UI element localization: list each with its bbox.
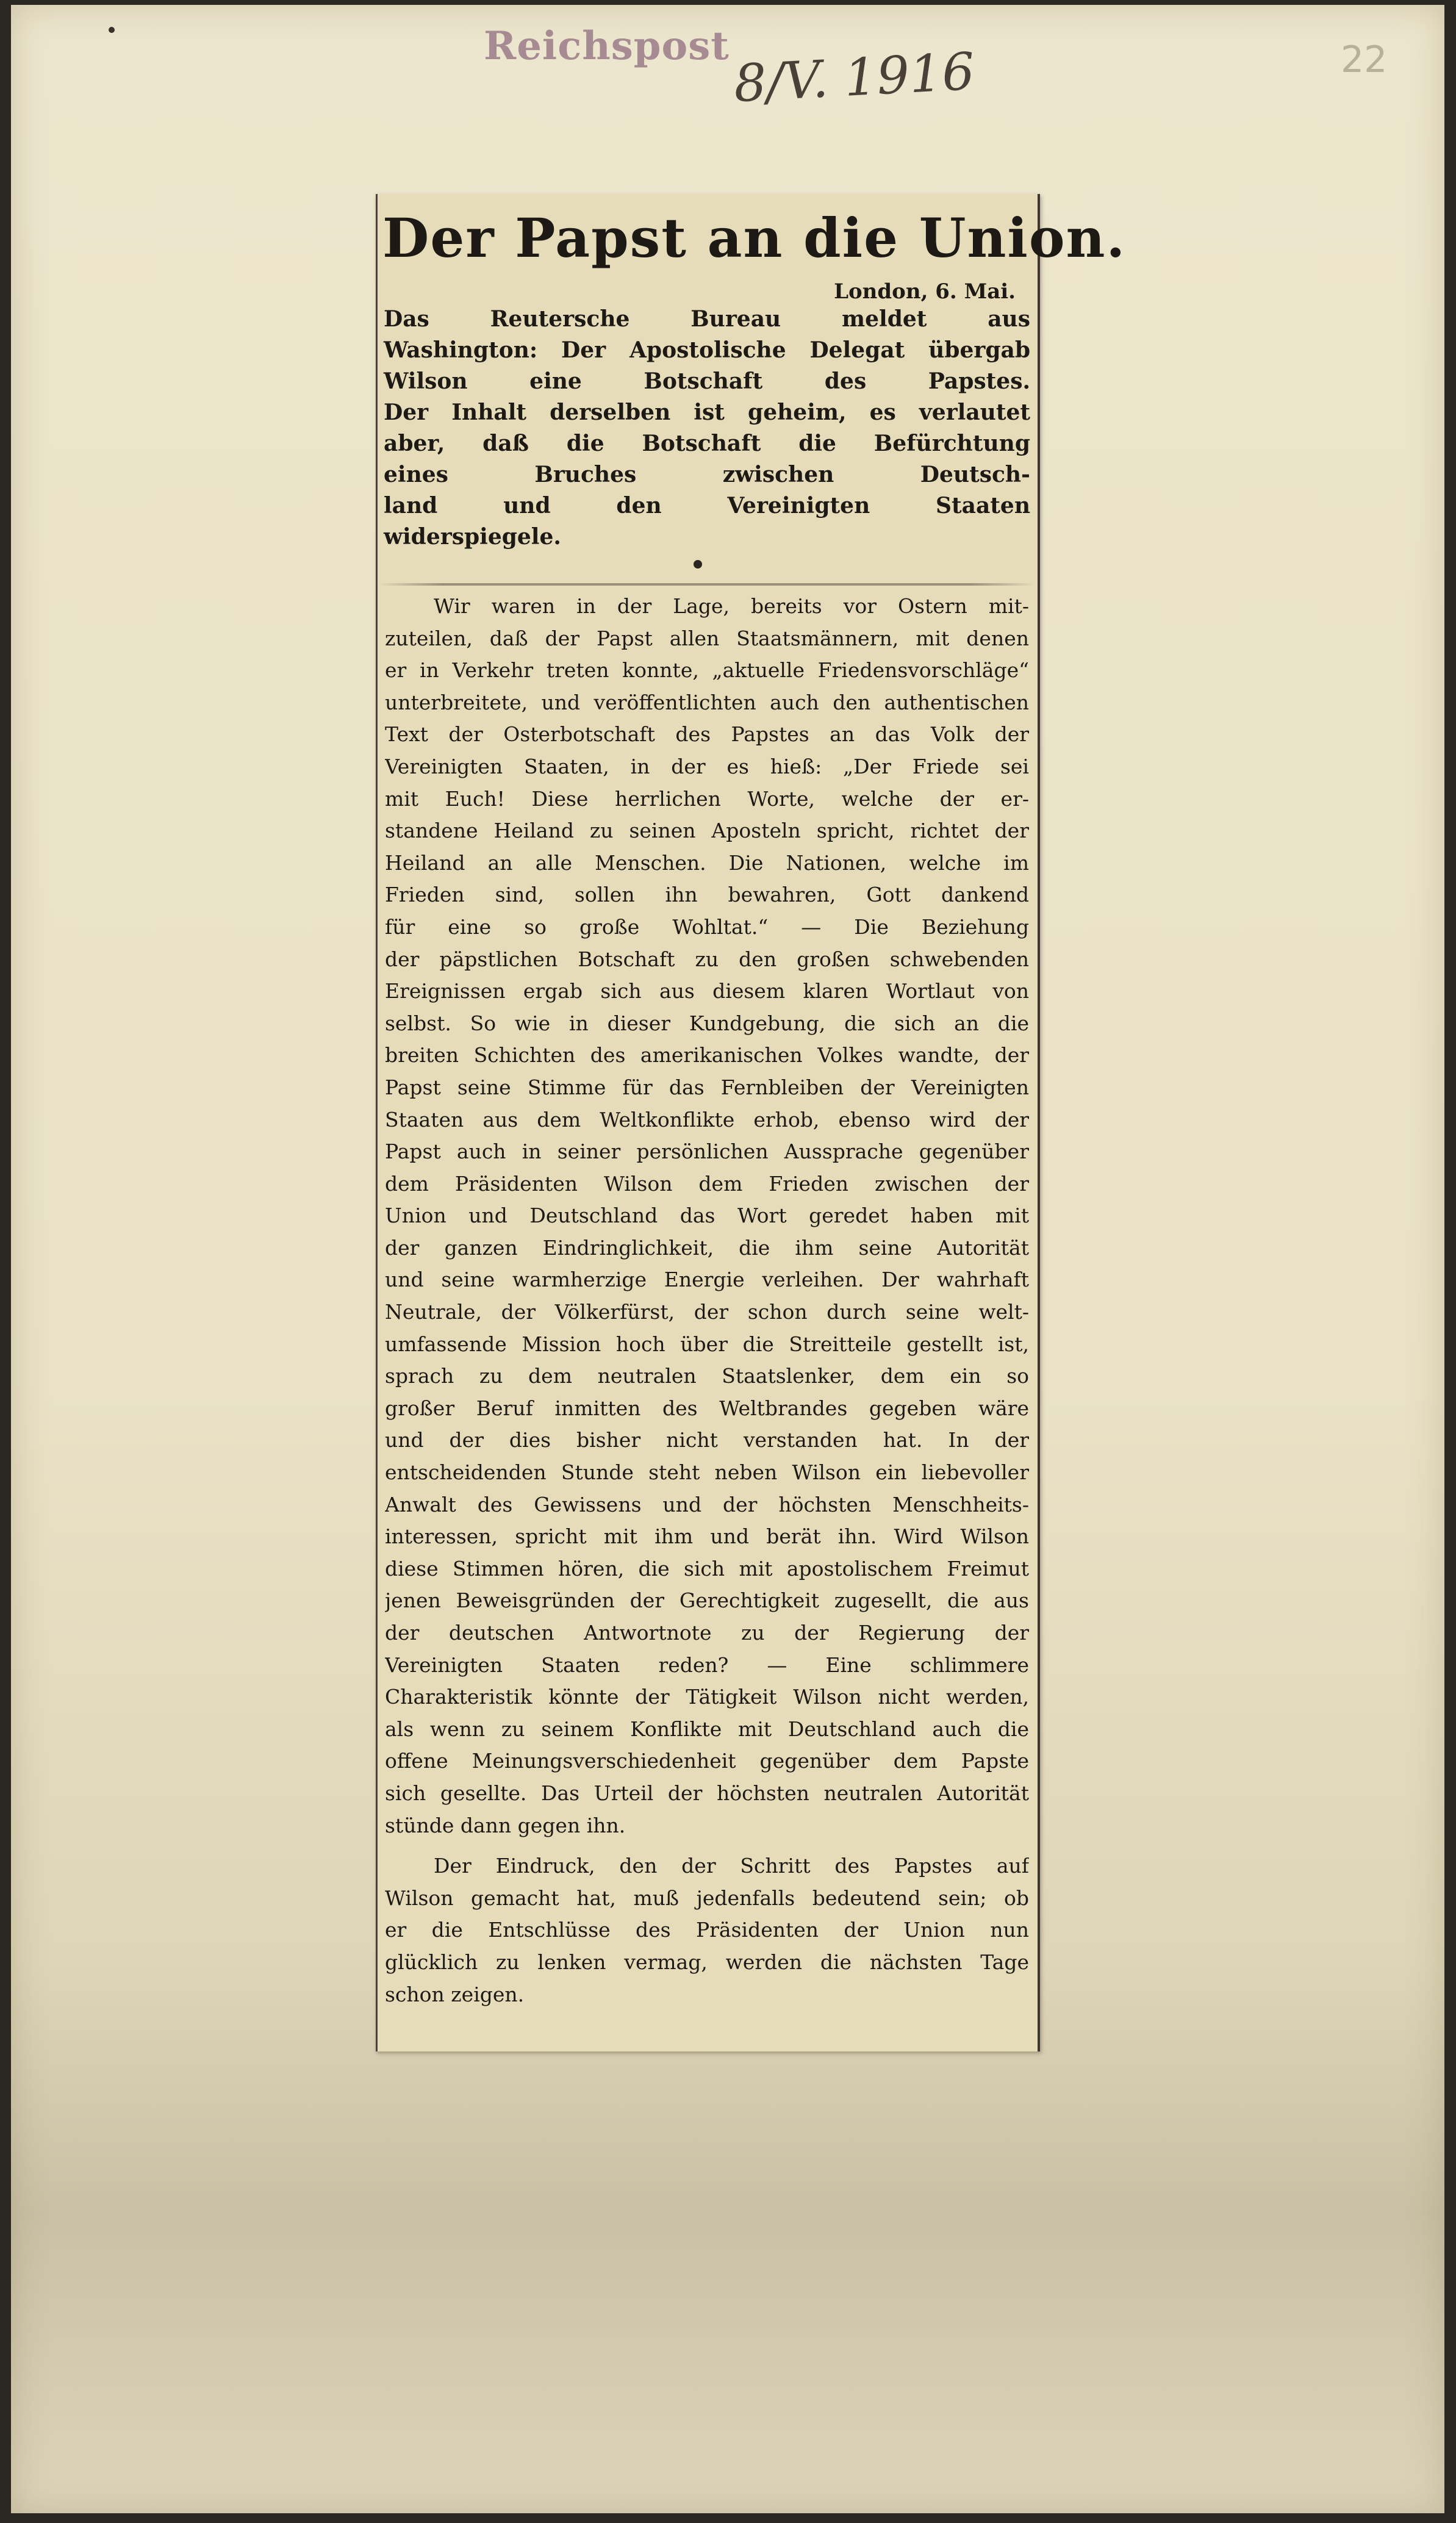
dateline: London, 6. Mai. [834,279,1016,304]
separator-bullet [694,560,702,569]
body-line: interessen, spricht mit ihm und berät ihn. Wird Wilson [385,1524,1029,1549]
lead-paragraph [384,304,1030,553]
body-line: der deutschen Antwortnote zu der Regierung der [385,1621,1029,1645]
body-line: dem Präsidenten Wilson dem Frieden zwischen der [385,1171,1029,1196]
body-line: sprach zu dem neutralen Staatslenker, dem ein so [385,1364,1029,1388]
body-line: Frieden sind, sollen ihn bewahren, Gott dankend [385,883,1029,907]
body-line: für eine so große Wohltat.“ — Die Beziehung [385,914,1029,939]
body-line: standene Heiland zu seinen Aposteln spricht, richtet der [385,819,1029,843]
body-line: umfassende Mission hoch über die Streitteile gestellt ist, [385,1332,1029,1356]
body-line: er in Verkehr treten konnte, „aktuelle Friedensvorschläge“ [385,658,1029,683]
body-line: jenen Beweisgründen der Gerechtigkeit zugesellt, die aus [385,1588,1029,1613]
body-line: selbst. So wie in dieser Kundgebung, die sich an die [385,1011,1029,1035]
body-line: Wilson gemacht hat, muß jedenfalls bedeutend sein; ob [385,1886,1029,1910]
body-line: und seine warmherzige Energie verleihen. Der wahrhaft [385,1268,1029,1292]
body-line: sich gesellte. Das Urteil der höchsten neutralen Autorität [385,1781,1029,1805]
body-line: Heiland an alle Menschen. Die Nationen, welche im [385,850,1029,875]
body-line: Vereinigten Staaten reden? — Eine schlimmere [385,1653,1029,1677]
body-line: diese Stimmen hören, die sich mit apostolischem Freimut [385,1556,1029,1581]
ink-dot [109,27,115,33]
body-line: mit Euch! Diese herrlichen Worte, welche der er- [385,786,1029,811]
body-line: Vereinigten Staaten, in der es hieß: „Der Friede sei [385,754,1029,778]
body-line: Union und Deutschland das Wort geredet haben mit [385,1204,1029,1228]
body-line: er die Entschlüsse des Präsidenten der Union nun [385,1918,1029,1942]
body-line: Charakteristik könnte der Tätigkeit Wilson nicht werden, [385,1685,1029,1709]
article-headline: Der Papst an die Union. [382,206,1127,270]
body-line: unterbreitete, und veröffentlichten auch den authentischen [385,690,1029,714]
body-line: stünde dann gegen ihn. [385,1813,626,1837]
lead-line: Der Inhalt derselben ist geheim, es verlautet [384,400,1030,425]
body-line: der ganzen Eindringlichkeit, die ihm seine Autorität [385,1235,1029,1260]
body-line: und der dies bisher nicht verstanden hat. In der [385,1428,1029,1452]
handwritten-date: 8/V. 1916 [732,41,977,114]
lead-line: widerspiegele. [384,524,561,550]
body-line: Der Eindruck, den der Schritt des Papstes auf [434,1854,1029,1878]
body-line: Papst auch in seiner persönlichen Aussprache gegenüber [385,1139,1029,1164]
lead-line: Das Reutersche Bureau meldet aus [384,306,1030,332]
body-line: Neutrale, der Völkerfürst, der schon durch seine welt- [385,1300,1029,1324]
lead-line: Washington: Der Apostolische Delegat übergab [384,337,1030,363]
body-line: Wir waren in der Lage, bereits vor Ostern mit- [434,594,1029,618]
body-line: als wenn zu seinem Konflikte mit Deutschland auch die [385,1717,1029,1741]
lead-line: land und den Vereinigten Staaten [384,493,1030,519]
lead-line: aber, daß die Botschaft die Befürchtung [384,431,1030,456]
body-line: glücklich zu lenken vermag, werden die nächsten Tage [385,1950,1029,1974]
body-line: der päpstlichen Botschaft zu den großen schwebenden [385,947,1029,971]
body-line: großer Beruf inmitten des Weltbrandes gegeben wäre [385,1396,1029,1420]
article-body [385,590,1029,2011]
page-number: 22 [1341,38,1388,81]
body-line: schon zeigen. [385,1982,525,2006]
body-line: zuteilen, daß der Papst allen Staatsmännern, mit denen [385,626,1029,650]
body-line: offene Meinungsverschiedenheit gegenüber dem Papste [385,1749,1029,1773]
body-line: Text der Osterbotschaft des Papstes an das Volk der [385,722,1029,747]
lead-line: Wilson eine Botschaft des Papstes. [384,368,1030,394]
body-line: Anwalt des Gewissens und der höchsten Menschheits- [385,1492,1029,1516]
newspaper-stamp: Reichspost [484,23,730,69]
body-line: Staaten aus dem Weltkonflikte erhob, ebenso wird der [385,1107,1029,1132]
body-line: breiten Schichten des amerikanischen Volkes wandte, der [385,1043,1029,1068]
newspaper-clipping [376,194,1127,2051]
separator-rule [378,583,1035,586]
lead-line: eines Bruches zwischen Deutsch- [384,462,1030,487]
archive-sheet [11,5,1444,2513]
body-line: entscheidenden Stunde steht neben Wilson ein liebevoller [385,1460,1029,1485]
body-line: Ereignissen ergab sich aus diesem klaren Wortlaut von [385,979,1029,1003]
body-line: Papst seine Stimme für das Fernbleiben der Vereinigten [385,1075,1029,1099]
